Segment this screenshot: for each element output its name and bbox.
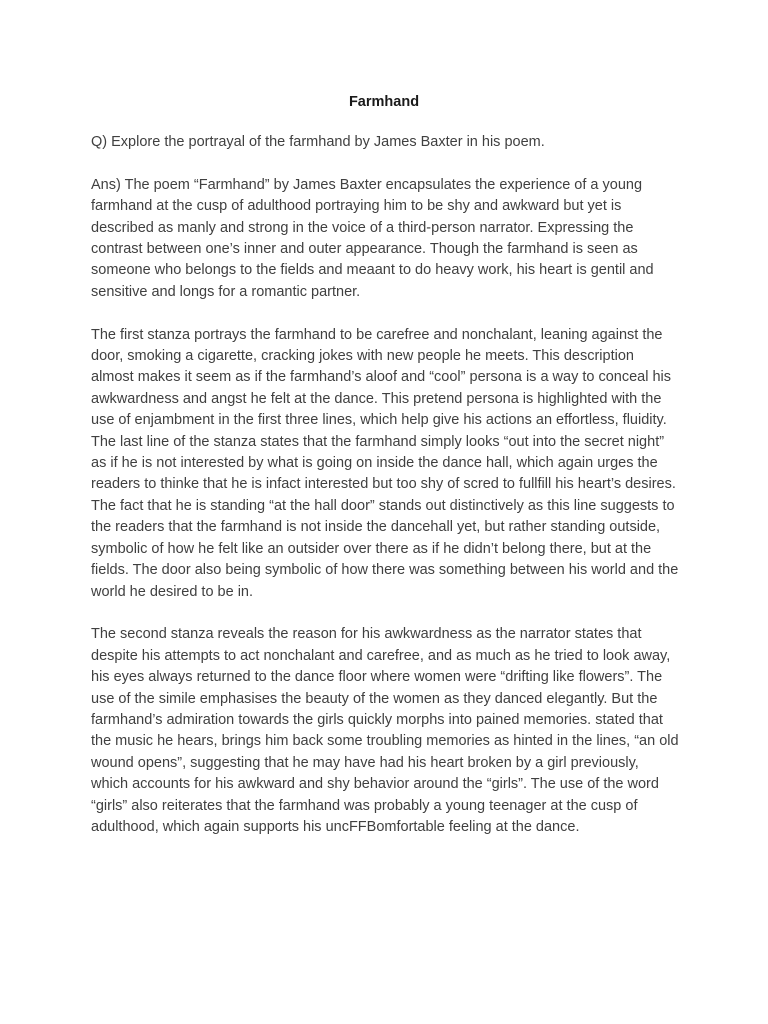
document-body <box>91 132 679 860</box>
first-stanza-paragraph: The first stanza portrays the farmhand to be carefree and nonchalant, leaning against the door, smoking a cigarette, cracking jokes with new people he meets. This description almost makes it seem as if the farmhand’s aloof and “cool” persona is a way to conceal his awkwardness and angst he felt at the dance. This pretend persona is highlighted with the use of enjambment in the first three lines, which help give his actions an effortless, fluidity. The last line of the stanza states that the farmhand simply looks “out into the secret night” as if he is not interested by what is going on inside the dance hall, which again urges the readers to thinke that he is infact interested but too shy of scred to fullfill his heart’s desires. The fact that he is standing “at the hall door” stands out distinctively as this line suggests to the readers that the farmhand is not inside the dancehall yet, but rather standing outside, symbolic of how he felt like an outsider over there as if he didn’t belong there, but at the fields. The door also being symbolic of how there was something between his world and the world he desired to be in. <box>91 326 679 600</box>
answer-paragraph: Ans) The poem “Farmhand” by James Baxter encapsulates the experience of a young farmhand at the cusp of adulthood portraying him to be shy and awkward but yet is described as manly and strong in the voice of a third-person narrator. Expressing the contrast between one’s inner and outer appearance. Though the farmhand is seen as someone who belongs to the fields and meaant to do heavy work, his heart is gentil and sensitive and longs for a romantic partner. <box>91 176 654 300</box>
document-title: Farmhand <box>348 94 420 110</box>
question-paragraph: Q) Explore the portrayal of the farmhand by James Baxter in his poem. <box>91 134 545 150</box>
second-stanza-paragraph: The second stanza reveals the reason for his awkwardness as the narrator states that despite his attempts to act nonchalant and carefree, and as much as he tried to look away, his eyes always returned to the dance floor where women were “drifting like flowers”. The use of the simile emphasises the beauty of the women as they danced elegantly. But the farmhand’s admiration towards the girls quickly morphs into pained memories. stated that the music he hears, brings him back some troubling memories as hinted in the lines, “an old wound opens”, suggesting that he may have had his heart broken by a girl previously, which accounts for his awkward and shy behavior around the “girls”. The use of the word “girls” also reiterates that the farmhand was probably a young teenager at the cusp of adulthood, which again supports his uncFFBomfortable feeling at the dance. <box>91 626 679 835</box>
